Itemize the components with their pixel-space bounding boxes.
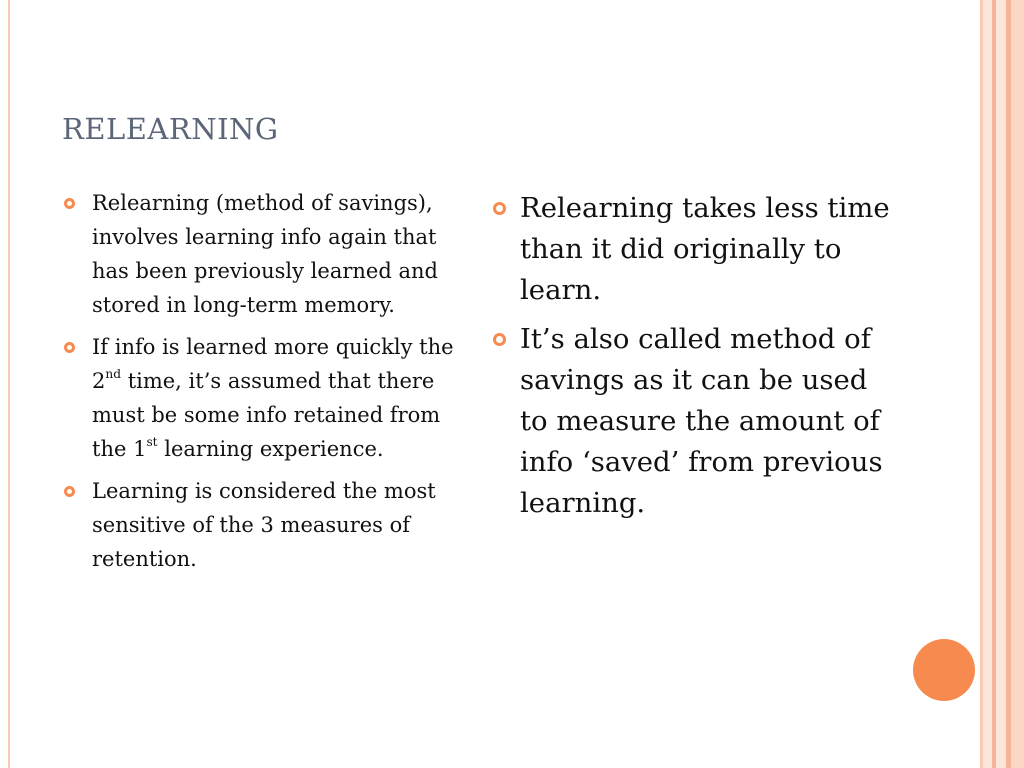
decorative-circle [913, 639, 975, 701]
bullet-text: It’s also called method of savings as it can be used to measure the amount of info ‘saved’ from previous learning. [520, 323, 883, 519]
bullet-text: Learning is considered the most sensitive of the 3 measures of retention. [92, 479, 436, 571]
left-bullet-list [62, 186, 457, 584]
bullet-ring-icon [493, 202, 506, 215]
list-item [62, 186, 457, 322]
bullet-ring-icon [493, 333, 506, 346]
slide-title: RELEARNING [62, 112, 279, 146]
list-item [490, 319, 890, 524]
text-run: learning experience. [157, 437, 384, 461]
superscript: st [146, 435, 158, 450]
bullet-text [92, 335, 454, 461]
bullet-text: Relearning (method of savings), involves learning info again that has been previously learned and stored in long-term memory. [92, 191, 438, 317]
right-bullet-list [490, 188, 890, 532]
bullet-ring-icon [64, 342, 75, 353]
text-run: time, it’s assumed that there must be some info retained from the 1 [92, 369, 441, 461]
bullet-ring-icon [64, 198, 75, 209]
list-item [62, 474, 457, 576]
stripe [996, 0, 1006, 768]
stripe [983, 0, 992, 768]
left-frame-line [8, 0, 10, 768]
list-item [490, 188, 890, 311]
bullet-text: Relearning takes less time than it did originally to learn. [520, 192, 890, 306]
text-run: If info is learned more quickly the 2 [92, 335, 454, 393]
bullet-ring-icon [64, 486, 75, 497]
stripe [1011, 0, 1024, 768]
list-item [62, 330, 457, 466]
superscript: nd [105, 367, 122, 382]
decorative-stripes [980, 0, 1024, 768]
